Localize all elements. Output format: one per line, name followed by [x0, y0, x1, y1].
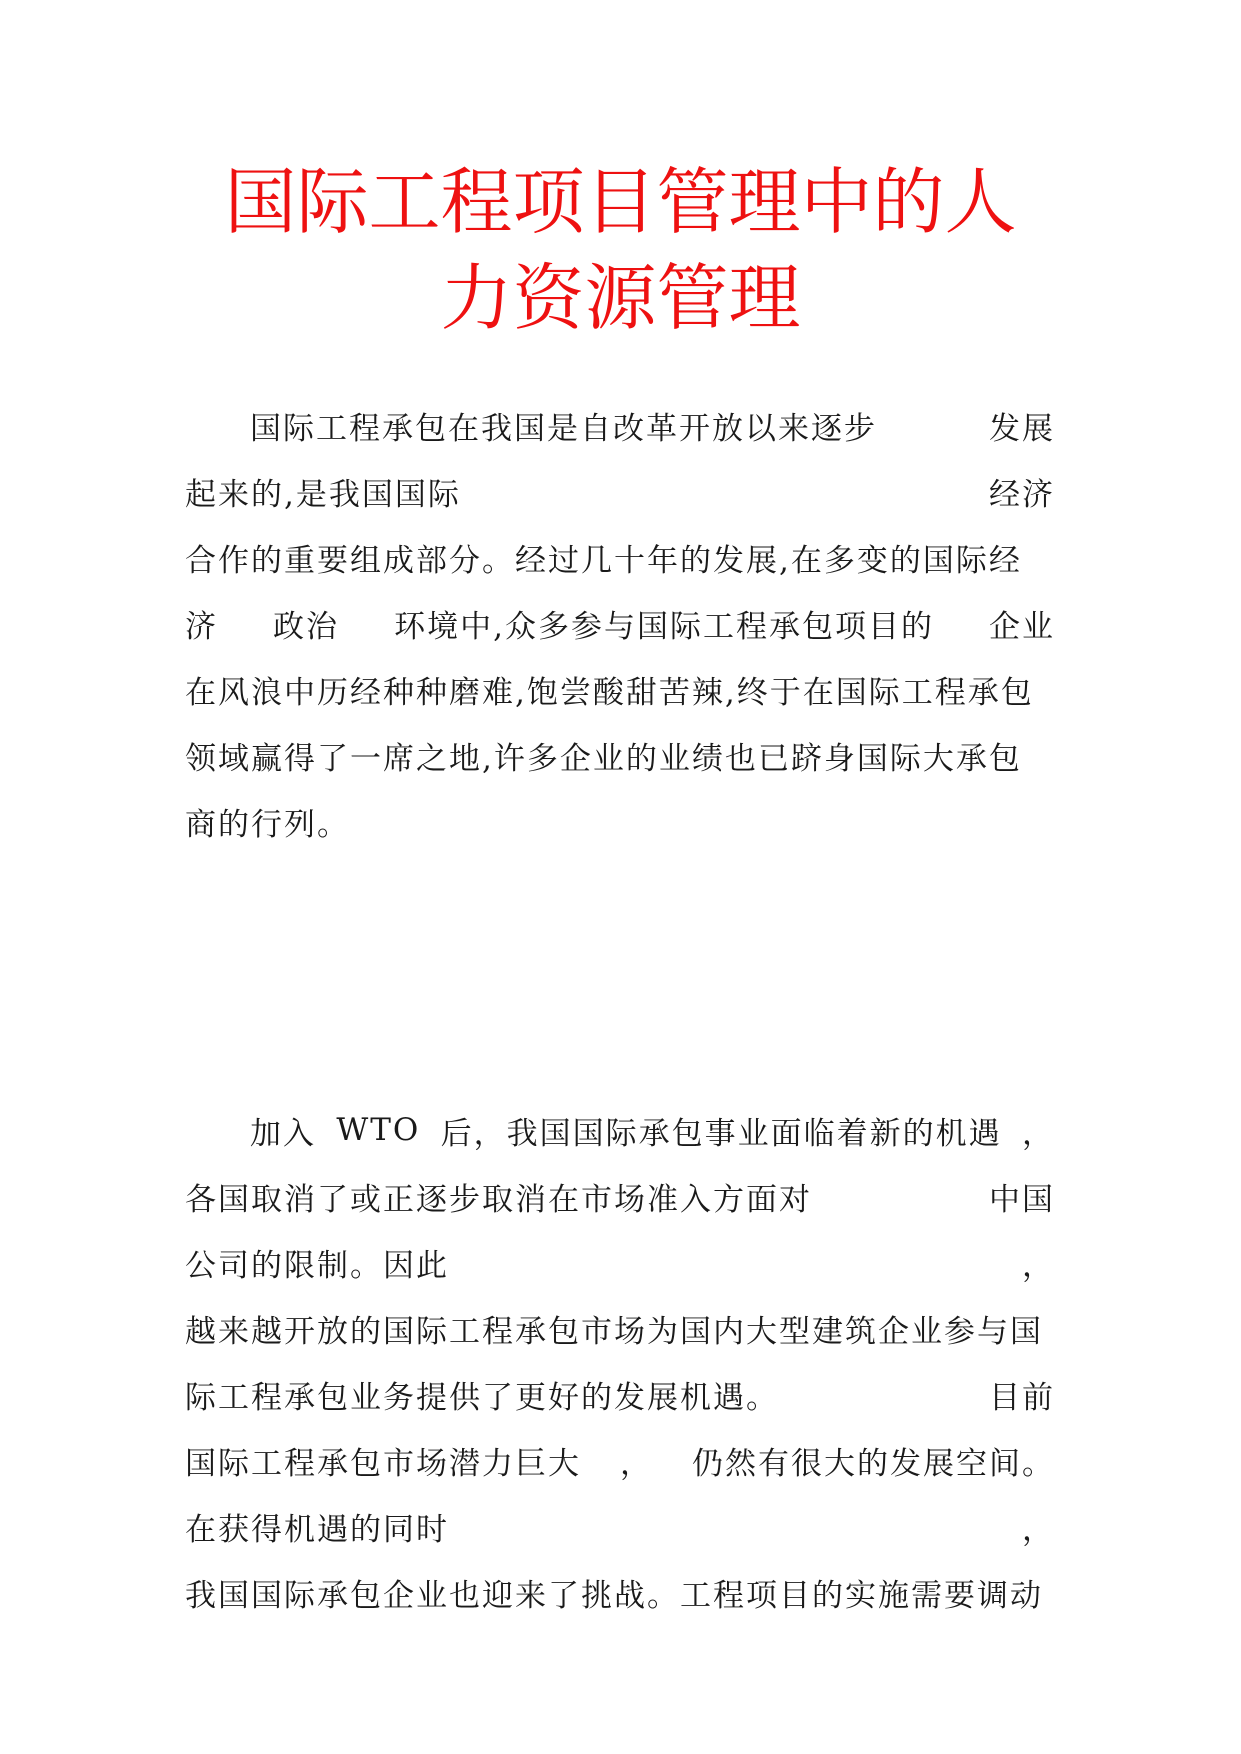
text-segment: 国际工程承包市场潜力巨大 — [185, 1445, 581, 1482]
paragraph-1 — [185, 392, 1055, 854]
paragraph-line — [185, 788, 1055, 854]
paragraph-line — [185, 1559, 1055, 1625]
paragraph-line — [185, 1295, 1055, 1361]
text-segment: 合作的重要组成部分。经过几十年的发展,在多变的国际经 — [185, 542, 1022, 579]
text-segment: 仍然有很大的发展空间。 — [692, 1445, 1055, 1482]
paragraph-line — [185, 1361, 1055, 1427]
title-line-1: 国际工程项目管理中的人 — [224, 160, 1017, 244]
text-segment: 在获得机遇的同时 — [185, 1511, 449, 1548]
text-segment: 商的行列。 — [185, 806, 350, 843]
text-segment: 国际工程承包在我国是自改革开放以来逐步 — [250, 410, 877, 447]
paragraph-line — [185, 1493, 1055, 1559]
text-segment: WTO — [336, 1112, 421, 1148]
text-segment: 我国国际承包企业也迎来了挑战。工程项目的实施需要调动 — [185, 1577, 1043, 1614]
text-segment: 越来越开放的国际工程承包市场为国内大型建筑企业参与国 — [185, 1313, 1043, 1350]
paragraph-line — [185, 524, 1055, 590]
paragraph-line — [185, 656, 1055, 722]
paragraph-2 — [185, 1097, 1055, 1625]
text-segment: ， — [1022, 1115, 1055, 1152]
text-segment: 际工程承包业务提供了更好的发展机遇。 — [185, 1379, 779, 1416]
text-segment: 企业 — [989, 608, 1055, 645]
text-segment: ， — [620, 1445, 653, 1482]
paragraph-line — [185, 1229, 1055, 1295]
document-title — [150, 154, 1091, 346]
title-line-2: 力资源管理 — [440, 256, 801, 340]
text-segment: 在风浪中历经种种磨难,饱尝酸甜苦辣,终于在国际工程承包 — [185, 674, 1034, 711]
text-segment: 公司的限制。因此 — [185, 1247, 449, 1284]
text-segment: ， — [1022, 1511, 1055, 1548]
paragraph-line — [185, 458, 1055, 524]
paragraph-line — [185, 590, 1055, 656]
text-segment: 目前 — [989, 1379, 1055, 1416]
text-segment: 起来的,是我国国际 — [185, 476, 461, 513]
paragraph-line — [185, 722, 1055, 788]
text-segment: 发展 — [989, 410, 1055, 447]
text-segment: 各国取消了或正逐步取消在市场准入方面对 — [185, 1181, 812, 1218]
paragraph-line — [185, 1427, 1055, 1493]
text-segment: 政治 — [273, 608, 340, 645]
text-segment: 济 — [185, 608, 218, 645]
text-segment: ， — [1022, 1247, 1055, 1284]
text-segment: 后，我国国际承包事业面临着新的机遇 — [440, 1115, 1002, 1152]
text-segment: 中国 — [989, 1181, 1055, 1218]
text-segment: 领域赢得了一席之地,许多企业的业绩也已跻身国际大承包 — [185, 740, 1022, 777]
paragraph-line — [185, 392, 1055, 458]
text-segment: 加入 — [250, 1115, 316, 1152]
text-segment: 环境中,众多参与国际工程承包项目的 — [394, 608, 934, 645]
paragraph-line — [185, 1097, 1055, 1163]
paragraph-line — [185, 1163, 1055, 1229]
text-segment: 经济 — [989, 476, 1055, 513]
